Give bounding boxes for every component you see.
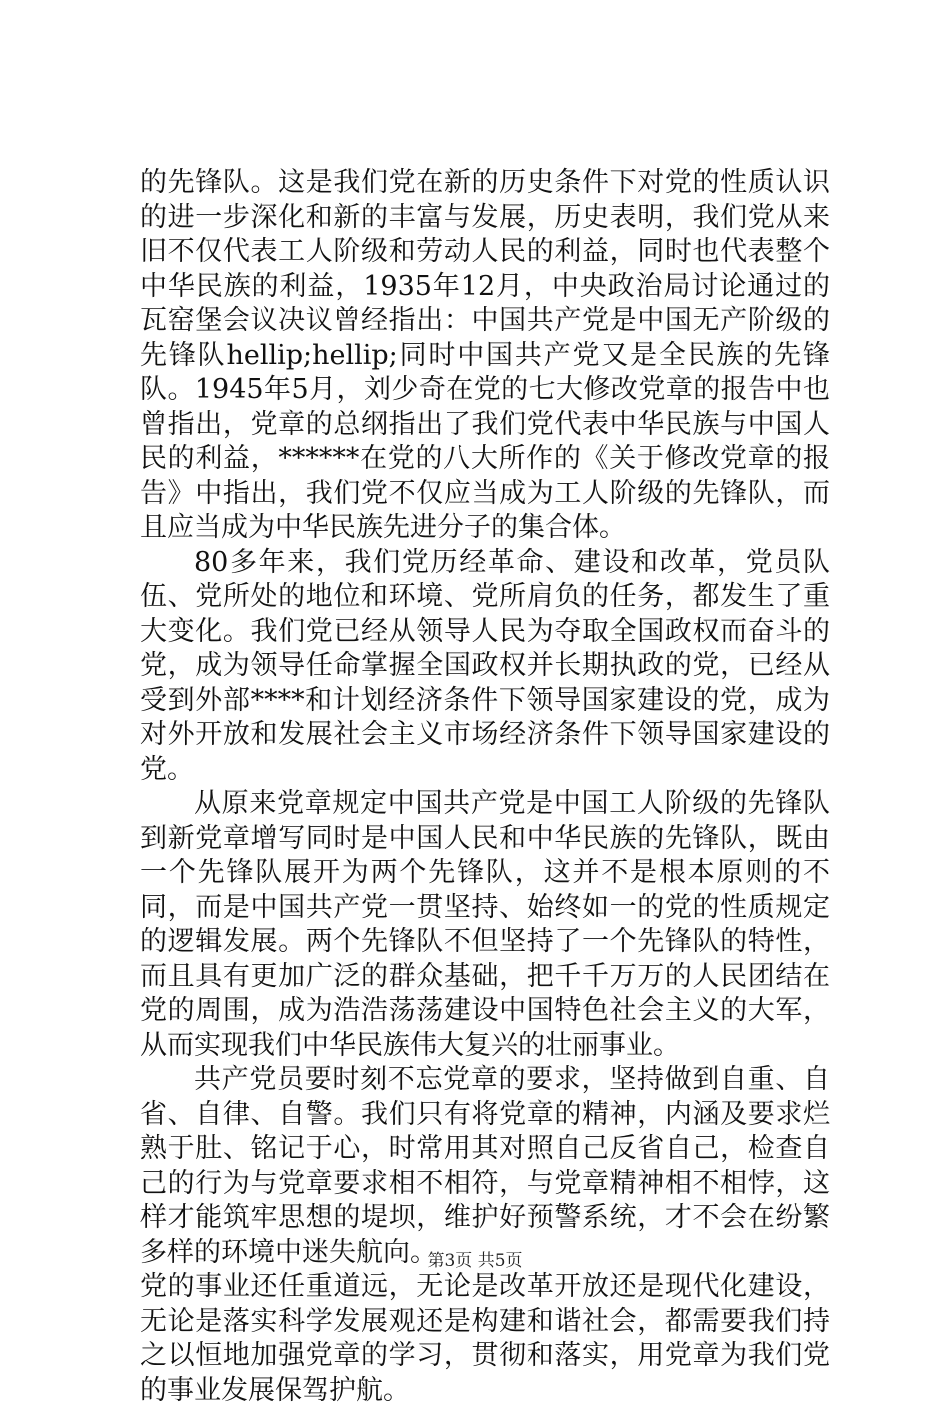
paragraph-2: 80多年来，我们党历经革命、建设和改革，党员队伍、党所处的地位和环境、党所肩负的任务，都发生了重大变化。我们党已经从领导人民为夺取全国政权而奋斗的党，成为领导任命掌握全国政权并长期执政的党，已经从受到外部****和计划经济条件下领导国家建设的党，成为对外开放和发展社会主义市场经济条件下领导国家建设的党。 — [140, 546, 830, 785]
paragraph-1: 的先锋队。这是我们党在新的历史条件下对党的性质认识的进一步深化和新的丰富与发展，历史表明，我们党从来旧不仅代表工人阶级和劳动人民的利益，同时也代表整个中华民族的利益，1935年12月，中央政治局讨论通过的瓦窑堡会议决议曾经指出：中国共产党是中国无产阶级的先锋队hellip;hellip;同时中国共产党又是全民族的先锋队。1945年5月，刘少奇在党的七大修改党章的报告中也曾指出，党章的总纲指出了我们党代表中华民族与中国人民的利益，******在党的八大所作的《关于修改党章的报告》中指出，我们党不仅应当成为工人阶级的先锋队，而且应当成为中华民族先进分子的集合体。 — [140, 167, 830, 543]
paragraph-3: 从原来党章规定中国共产党是中国工人阶级的先锋队到新党章增写同时是中国人民和中华民族的先锋队，既由一个先锋队展开为两个先锋队，这并不是根本原则的不同，而是中国共产党一贯坚持、始终如一的党的性质规定的逻辑发展。两个先锋队不但坚持了一个先锋队的特性，而且具有更加广泛的群众基础，把千千万万的人民团结在党的周围，成为浩浩荡荡建设中国特色社会主义的大军，从而实现我们中华民族伟大复兴的壮丽事业。 — [140, 788, 830, 1061]
paragraph-4: 共产党员要时刻不忘党章的要求，坚持做到自重、自省、自律、自警。我们只有将党章的精神，内涵及要求烂熟于肚、铭记于心，时常用其对照自己反省自己，检查自己的行为与党章要求相不相符，与党章精神相不相悖，这样才能筑牢思想的堤坝，维护好预警系统，才不会在纷繁多样的环境中迷失航向。 — [140, 1064, 830, 1268]
document-body — [140, 166, 830, 1408]
page-number-footer: 第3页 共5页 — [427, 1251, 523, 1271]
paragraph-5: 党的事业还任重道远，无论是改革开放还是现代化建设，无论是落实科学发展观还是构建和谐社会，都需要我们持之以恒地加强党章的学习，贯彻和落实，用党章为我们党的事业发展保驾护航。 — [140, 1271, 830, 1406]
